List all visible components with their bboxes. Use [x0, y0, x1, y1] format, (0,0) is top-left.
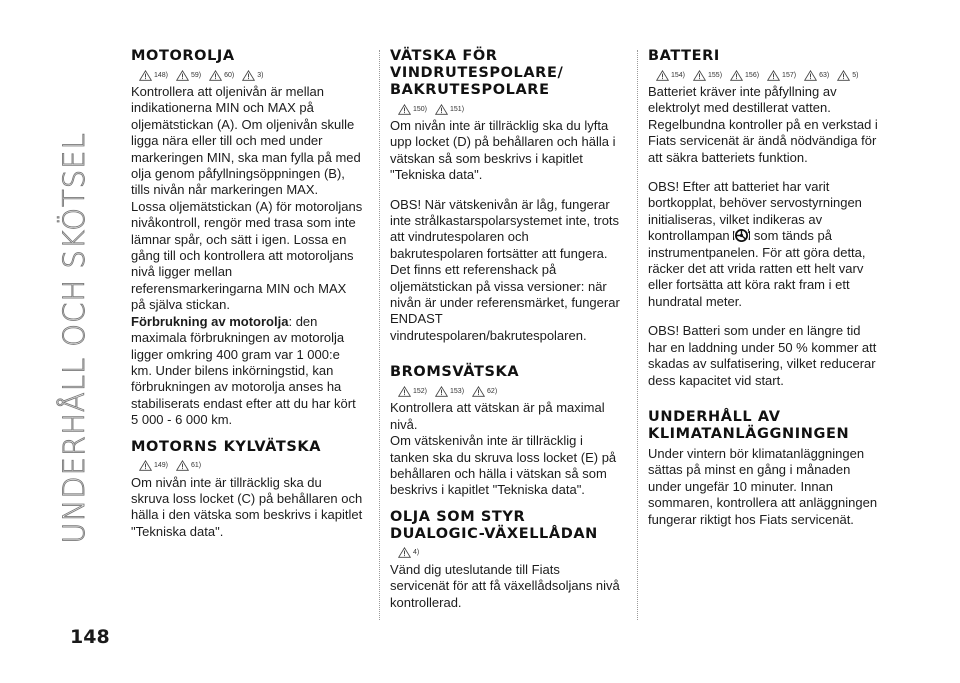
warning-triangle-icon [398, 104, 411, 115]
warning-triangle-icon [242, 70, 255, 81]
warning-ref-number: 153) [450, 387, 465, 395]
warning-triangle-icon [139, 460, 152, 471]
warning-ref [398, 104, 427, 115]
warning-triangle-icon [176, 460, 189, 471]
paragraph: Om vätskenivån inte är tillräcklig i tanken ska du skruva loss locket (E) på behållaren och hälla i vätskan så som beskrivs i kapitlet "Tekniska data". [390, 433, 617, 498]
bold-term: Förbrukning av motorolja [131, 313, 289, 329]
warning-refs [139, 68, 363, 82]
warning-ref-number: 60) [224, 71, 235, 79]
warning-refs [398, 102, 622, 116]
warning-triangle-icon [472, 386, 485, 397]
warning-refs [656, 68, 880, 82]
section-heading-dualogic: OLJA SOM STYR DUALOGIC-VÄXELLÅDAN [390, 508, 598, 542]
power-steering-warning-icon [733, 229, 750, 242]
paragraph: Batteriet kräver inte påfyllning av elektrolyt med destillerat vatten. Regelbundna kontroller på en verkstad i Fiats servicenät är ändå nödvändiga för att säkra batteriets funktion. [648, 84, 878, 165]
warning-refs [398, 546, 622, 560]
paragraph: OBS! När vätskenivån är låg, fungerar inte strålkastarspolarsystemet inte, trots att vindrutespolaren och bakrutespolaren fortsätter att fungera. Det finns ett referenshack på oljemätstickan på vissa versioner: när nivån är under referensmärket, fungerar ENDAST vindrutespolaren/bakrutespolaren. [390, 196, 620, 343]
warning-ref-number: 152) [413, 387, 428, 395]
warning-triangle-icon [837, 70, 850, 81]
warning-ref-number: 151) [450, 105, 465, 113]
warning-refs [139, 459, 363, 473]
section-heading-batteri: BATTERI [648, 48, 720, 64]
warning-triangle-icon [730, 70, 743, 81]
paragraph: Kontrollera att vätskan är på maximal nivå. [390, 400, 605, 432]
warning-ref [767, 70, 796, 81]
svg-text:!: ! [747, 229, 750, 236]
warning-ref [398, 547, 419, 558]
section-heading-motorolja: MOTOROLJA [131, 48, 235, 64]
paragraph: Förbrukning av motorolja: den maximala förbrukningen av motorolja ligger omkring 400 gram var 1 000:e km. Under bilens inkörningstid, kan förbrukningen av motorolja anses ha stabiliserats endast efter att du har kört 5 000 - 6 000 km. [131, 313, 356, 428]
section-heading-kylvatska: MOTORNS KYLVÄTSKA [131, 438, 322, 455]
warning-ref-number: 4) [413, 549, 420, 557]
warning-ref-number: 3) [257, 71, 264, 79]
column-divider [379, 50, 380, 620]
warning-ref-number: 156) [745, 71, 760, 79]
warning-ref-number: 5) [852, 71, 859, 79]
warning-ref [242, 70, 263, 81]
column-divider [637, 50, 638, 620]
warning-ref-number: 149) [154, 462, 169, 470]
paragraph: Om nivån inte är tillräcklig ska du lyfta upp locket (D) på behållaren och hälla i vätskan så som beskrivs i kapitlet "Tekniska data". [390, 118, 616, 183]
warning-ref [804, 70, 829, 81]
paragraph: Under vintern bör klimatanläggningen sättas på minst en gång i månaden under ungefär 10 minuter. Innan sommaren, kontrollera att anläggningen fungerar riktigt hos Fiats servicenät. [648, 445, 878, 527]
warning-triangle-icon [693, 70, 706, 81]
warning-ref [656, 70, 685, 81]
warning-ref [139, 460, 168, 471]
paragraph: Kontrollera att oljenivån är mellan indikationerna MIN och MAX på oljemätstickan (A). Om oljenivån skulle ligga nära eller till och med under markeringen MIN, ska man fylla på med olja genom påfyllningsöppningen (B), tills nivån når markeringen MAX. [131, 84, 361, 198]
warning-ref-number: 154) [671, 71, 686, 79]
paragraph: OBS! Batteri som under en längre tid har en laddning under 50 % kommer att skadas av sulfatisering, vilket reducerar dess kapacitet vid start. [648, 323, 877, 388]
warning-triangle-icon [767, 70, 780, 81]
column-3 [648, 48, 880, 528]
warning-ref [730, 70, 759, 81]
warning-ref [398, 386, 427, 397]
warning-ref [176, 460, 201, 471]
paragraph: Om nivån inte är tillräcklig ska du skruva loss locket (C) på behållaren och hälla i den vätska som beskrivs i kapitlet "Tekniska data". [131, 474, 363, 539]
warning-triangle-icon [435, 104, 448, 115]
warning-ref-number: 61) [191, 462, 202, 470]
warning-ref [209, 70, 234, 81]
section-heading-bromsvatska: BROMSVÄTSKA [390, 364, 520, 381]
warning-ref [693, 70, 722, 81]
warning-ref [435, 386, 464, 397]
column-1 [131, 48, 363, 540]
paragraph: Lossa oljemätstickan (A) för motoroljans nivåkontroll, rengör med trasa som inte lämnar spår, och sätt i igen. Lossa en gång till och kontrollera att motoroljans nivå ligger mellan referensmarkeringarna MIN och MAX på själva stickan. [131, 198, 363, 313]
warning-ref-number: 155) [708, 71, 723, 79]
warning-triangle-icon [656, 70, 669, 81]
warning-ref-number: 150) [413, 105, 428, 113]
warning-triangle-icon [804, 70, 817, 81]
page-number: 148 [70, 626, 110, 648]
warning-ref [472, 386, 497, 397]
warning-ref [435, 104, 464, 115]
column-2 [390, 48, 622, 611]
warning-ref-number: 59) [191, 71, 202, 79]
warning-ref [837, 70, 858, 81]
chapter-side-title: UNDERHÅLL OCH SKÖTSEL [57, 132, 91, 544]
warning-ref-number: 62) [487, 387, 498, 395]
paragraph: OBS! Efter att batteriet har varit bortkopplat, behöver servostyrningen initialiseras, vilket indikeras av kontrollampan ! som tänds på instrumentpanelen. För att göra detta, räcker det att vrida ratten ett helt varv eller fortsätta att köra rakt fram i ett hundratal meter. [648, 179, 866, 309]
warning-triangle-icon [398, 386, 411, 397]
warning-triangle-icon [139, 70, 152, 81]
warning-triangle-icon [209, 70, 222, 81]
section-heading-spolarvatska: VÄTSKA FÖR VINDRUTESPOLARE/ BAKRUTESPOLARE [390, 48, 564, 98]
warning-ref-number: 63) [819, 71, 830, 79]
warning-triangle-icon [176, 70, 189, 81]
warning-triangle-icon [435, 386, 448, 397]
warning-ref-number: 157) [782, 71, 797, 79]
paragraph: Vänd dig uteslutande till Fiats servicenät för att få växellådsoljans nivå kontrollerad. [390, 561, 620, 610]
warning-ref-number: 148) [154, 71, 169, 79]
warning-ref [139, 70, 168, 81]
warning-triangle-icon [398, 547, 411, 558]
warning-ref [176, 70, 201, 81]
section-heading-klimat: UNDERHÅLL AV KLIMATANLÄGGNINGEN [648, 408, 850, 442]
warning-refs [398, 384, 622, 398]
